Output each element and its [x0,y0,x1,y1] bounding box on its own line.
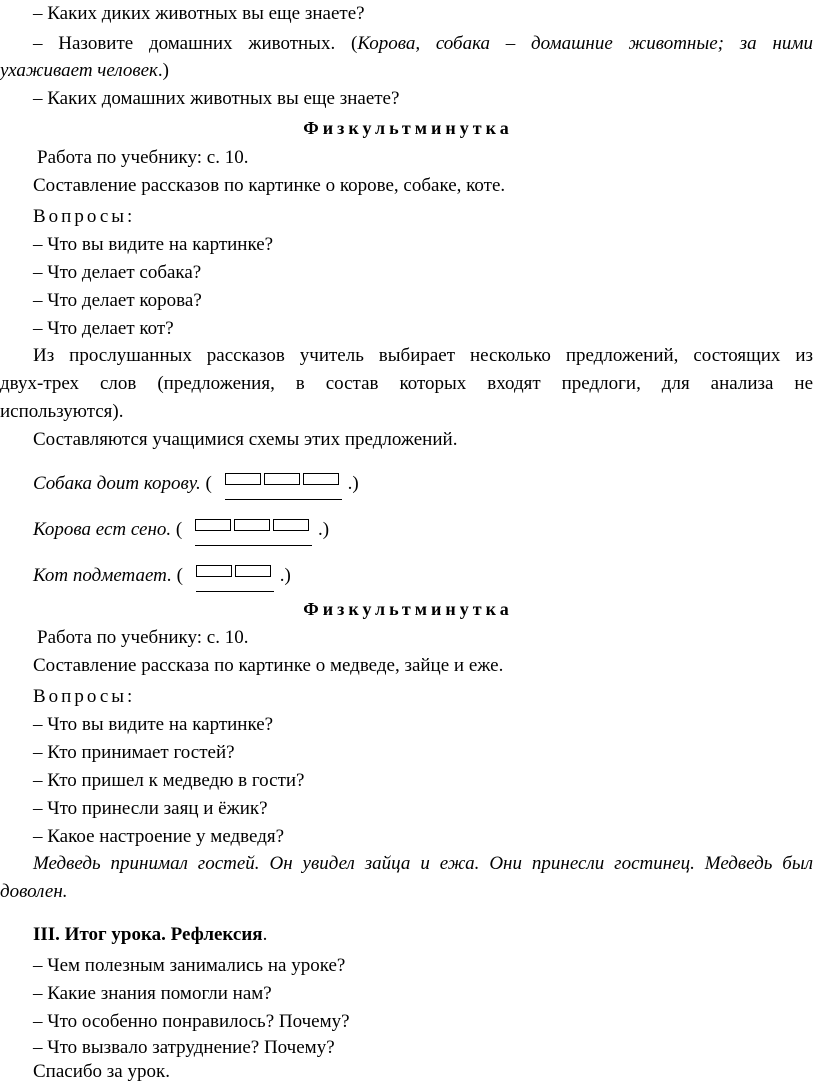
example-story-line: доволен. [0,881,68,902]
word-box [225,473,261,485]
reflection-question: – Что особенно понравилось? Почему? [33,1011,350,1032]
question-item: – Какое настроение у медведя? [33,826,285,847]
sentence-schema-3: Кот подметает. ( .) [33,564,291,588]
story-task: Составление рассказов по картинке о корове, собаке, коте. [33,175,506,196]
paragraph-line: двух-трех слов (предложения, в состав которых входят предлоги, для анализа не [0,373,813,394]
question-item: – Что делает корова? [33,290,202,311]
word-box [235,565,271,577]
section-title-summary: III. Итог урока. Рефлексия. [33,924,268,945]
textbook-work: Работа по учебнику: с. 10. [37,147,249,168]
word-box [264,473,300,485]
schema-underline [196,591,274,592]
textbook-work: Работа по учебнику: с. 10. [37,627,249,648]
questions-label: Вопросы: [33,206,136,227]
word-box [234,519,270,531]
section-heading-fizkultminutka: Физкультминутка [303,599,513,619]
question-item: – Что вы видите на картинке? [33,714,274,735]
sentence-schema-1: Собака доит корову. ( .) [33,472,359,496]
word-box [273,519,309,531]
closing-thanks: Спасибо за урок. [33,1061,170,1082]
paragraph-line: Из прослушанных рассказов учитель выбирает несколько предложений, состоящих из [33,345,813,366]
word-schema-2 [196,565,274,579]
question-more-domestic: – Каких домашних животных вы еще знаете? [33,88,400,109]
question-wild-animals: – Каких диких животных вы еще знаете? [33,3,365,24]
word-box [196,565,232,577]
word-schema-3 [225,473,342,487]
word-box [195,519,231,531]
question-item: – Кто пришел к медведю в гости? [33,770,305,791]
question-item: – Что принесли заяц и ёжик? [33,798,268,819]
question-domestic-animals-cont: ухаживает человек.) [0,60,169,81]
reflection-question: – Что вызвало затруднение? Почему? [33,1037,335,1058]
reflection-question: – Чем полезным занимались на уроке? [33,955,346,976]
word-schema-3 [195,519,312,533]
question-item: – Что делает собака? [33,262,202,283]
schema-underline [225,499,342,500]
question-domestic-animals: – Назовите домашних животных. (Корова, собака – домашние животные; за ними [33,33,813,54]
reflection-question: – Какие знания помогли нам? [33,983,272,1004]
word-box [303,473,339,485]
example-story-line: Медведь принимал гостей. Он увидел зайца и ежа. Они принесли гостинец. Медведь был [33,853,813,874]
section-heading-fizkultminutka: Физкультминутка [303,118,513,138]
sentence-schema-2: Корова ест сено. ( .) [33,518,329,542]
paragraph-line: используются). [0,401,124,422]
question-item: – Что вы видите на картинке? [33,234,274,255]
questions-label: Вопросы: [33,686,136,707]
question-item: – Кто принимает гостей? [33,742,235,763]
story-task: Составление рассказа по картинке о медведе, зайце и еже. [33,655,504,676]
schema-underline [195,545,312,546]
question-item: – Что делает кот? [33,318,174,339]
schemas-intro: Составляются учащимися схемы этих предложений. [33,429,458,450]
